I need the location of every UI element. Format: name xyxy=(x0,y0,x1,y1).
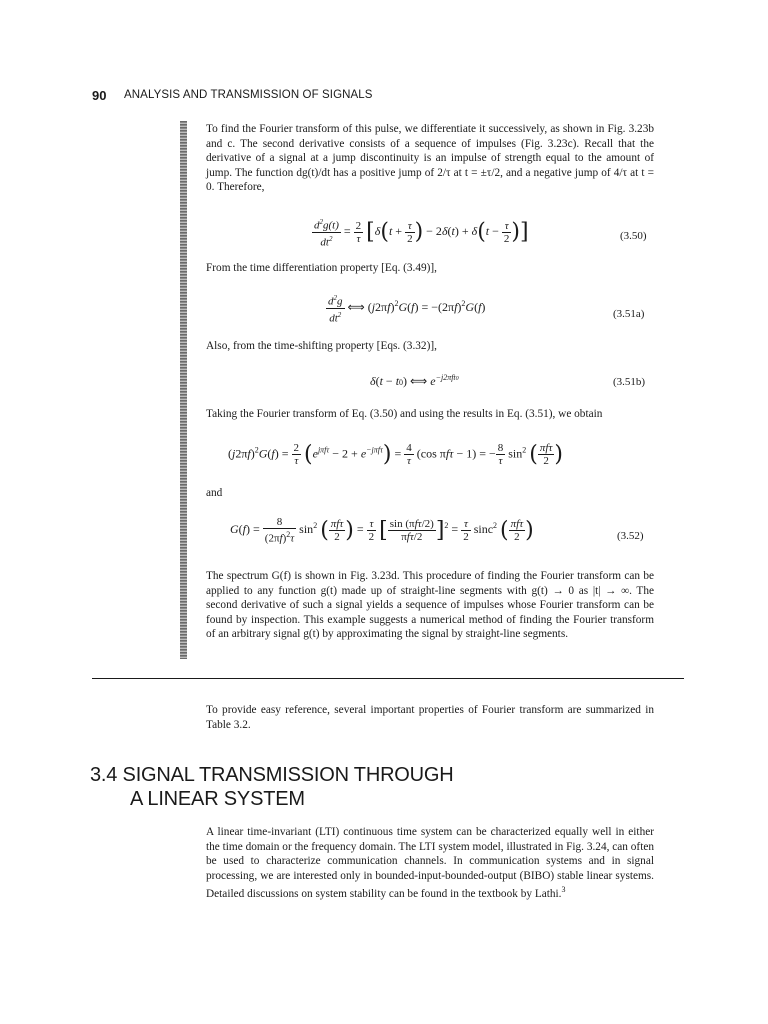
example-sidebar-bar xyxy=(180,121,187,659)
example-paragraph-2: From the time differentiation property [Eq. (3.49)], xyxy=(206,262,438,274)
equation-number-3-51b: (3.51b) xyxy=(613,376,646,388)
equation-number-3-50: (3.50) xyxy=(620,230,647,242)
equation-3-51a: $\frac{d^2g}{dt^2}$ ⟺ $(j2\pi f)^2G(f) = -(2\pi f)^2G(f)$ xyxy=(328,294,486,325)
lti-footnote-ref: 3 xyxy=(561,885,566,895)
running-header: ANALYSIS AND TRANSMISSION OF SIGNALS xyxy=(124,89,373,101)
equation-3-52: G(f) = $\frac{8}{(2\pi f)^2\tau}$ $\sin^2$ ( $\frac{\text{πfτ}}{2}$ ) = $\frac{\tau}{2}$ [ $\frac{\text{sin (πfτ/2)}}{\text{πfτ/2}}$ ]$^2$ = $\frac{\tau}{2}$ sinc$^2$ ( $\frac{\text{πfτ}}{2}$ ) xyxy=(230,516,534,545)
body-paragraph-reference: To provide easy reference, several important properties of Fourier transform are summarized in Table 3.2. xyxy=(206,704,654,731)
section-heading-line-2: A LINEAR SYSTEM xyxy=(130,788,305,810)
equation-number-3-51a: (3.51a) xyxy=(613,308,645,320)
section-heading-line-1: 3.4 SIGNAL TRANSMISSION THROUGH xyxy=(90,764,454,786)
body-paragraph-lti xyxy=(206,825,654,902)
example-end-rule xyxy=(92,678,684,679)
example-paragraph-3: Also, from the time-shifting property [Eqs. (3.32)], xyxy=(206,340,437,352)
example-paragraph-1: To find the Fourier transform of this pulse, we differentiate it successively, as shown in Fig. 3.23b and c. The second derivative consists of a sequence of impulses (Fig. 3.23c). Recall that the derivative of a signal at a jump discontinuity is an impulse of strength equal to the amount of jump. The function dg(t)/dt has a positive jump of 2/τ at t = ±τ/2, and a negative jump of 4/τ at t = 0. Therefore, xyxy=(206,123,654,194)
page-number: 90 xyxy=(92,88,107,103)
lti-text: A linear time-invariant (LTI) continuous time system can be characterized equally well in either the time domain or the frequency domain. The LTI system model, illustrated in Fig. 3.24, can often be used to characterize communication channels. In communication systems and in signal processing, we are interested only in bounded-input-bounded-output (BIBO) stable linear systems. Detailed discussions on system stability can be found in the textbook by Lathi. xyxy=(206,826,654,901)
equation-transform-result: $(j2\pi f)^2G(f)$ = $\frac{2}{\tau}$ $(e^{j\pi f\tau} - 2 + e^{-j\pi f\tau})$ = $\frac{4}{\tau}$ (cos πfτ − 1) = − $\frac{8}{\tau}$ $\sin^2$ ( $\frac{\text{πfτ}}{2}$ ) xyxy=(228,442,563,467)
section-heading-3-4 xyxy=(90,763,454,811)
example-paragraph-5: The spectrum G(f) is shown in Fig. 3.23d. This procedure of finding the Fourier transform can be applied to any function g(t) made up of straight-line segments with g(t) → 0 as |t| → ∞. The second derivative of such a signal yields a sequence of impulses whose Fourier transform can be found by inspection. This example suggests a numerical method of finding the Fourier transform of an arbitrary signal g(t) by approximating the signal by straight-line segments. xyxy=(206,570,654,641)
example-paragraph-4: Taking the Fourier transform of Eq. (3.50) and using the results in Eq. (3.51), we obtain xyxy=(206,408,603,420)
and-word: and xyxy=(206,487,223,499)
equation-3-51b: δ(t − t0) ⟺ $e^{-j2\pi ft0}$ xyxy=(370,373,459,388)
equation-number-3-52: (3.52) xyxy=(617,530,644,542)
equation-3-50: $\frac{d^2g(t)}{dt^2}$ = $\frac{2}{\tau}$ [δ(t + $\frac{\tau}{2}$ ) − 2δ(t) + δ(t − $\frac{\tau}{2}$ )] xyxy=(314,218,529,249)
